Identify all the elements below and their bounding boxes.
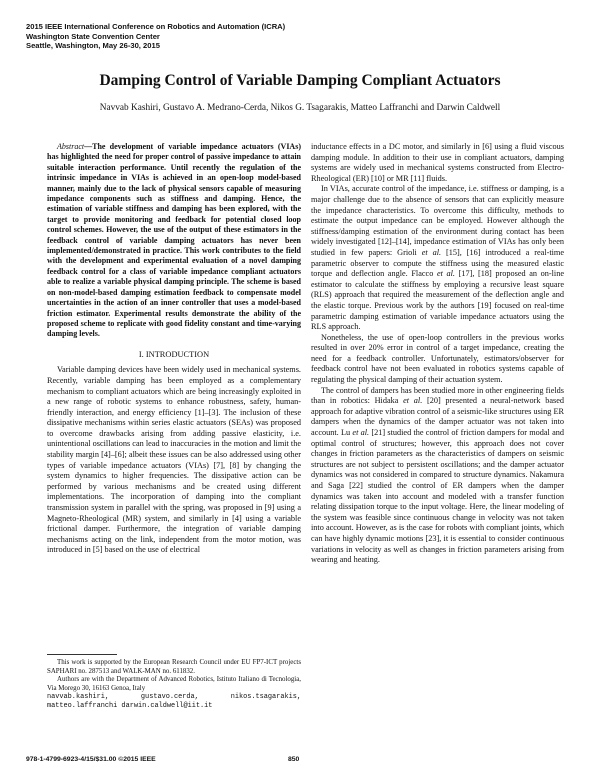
conference-name: 2015 IEEE International Conference on Robotics and Automation (ICRA) xyxy=(26,22,286,31)
right-column xyxy=(311,142,564,566)
et-al: et al. xyxy=(352,428,370,438)
left-column xyxy=(47,142,301,556)
et-al: et al. xyxy=(436,269,455,279)
abstract xyxy=(47,142,301,340)
text-run: [20] presented a neural-network based approach for adaptive vibration control of a seismic-like structures using ER dampers when the dynamics of the damper actuator was not taken into account. Lu xyxy=(311,396,564,438)
right-paragraph-3: Nonetheless, the use of open-loop controllers in the previous works resulted in over 20% error in control of a target impedance, creating the need for a feedback controller. Unfortunately, estimators/observer for feedback control have not been evaluated in robotics systems capable of regulating the physical damping of their actuation system. xyxy=(311,332,564,385)
footnote-support: This work is supported by the European Research Council under EU FP7-ICT projects SAPHARI no. 287513 and WALK-MAN no. 611832. xyxy=(47,659,301,675)
footnote-emails: navvab.kashiri, gustavo.cerda, nikos.tsagarakis, matteo.laffranchi darwin.caldwell@iit.it xyxy=(47,693,301,710)
paper-title: Damping Control of Variable Damping Compliant Actuators xyxy=(99,72,501,89)
text-run: [21] studied the control of friction dampers for modal and optimal control of structures; however, this approach does not cover changes in friction parameters as the characteristics of dampers on seismic structures are not subject to persistent oscillations; and the damper actuator dynamics was not considered in compared to structure dynamics. Nakamura and Saga [22] studied the control of ER dampers when the damper dynamics was taken into account and modeled with a transfer function relating dissipation torque to the input voltage. Here, the linear modeling of the system was feasible since continuous change in velocity was not taken into account. However, as is the case for robots with compliant joints, which can have highly dynamic motions [23], it is essential to consider continuous variations in velocity as well as changes in friction parameters arising from wearing and heating. xyxy=(311,428,564,565)
abstract-label: Abstract xyxy=(57,142,85,151)
abstract-text: —The development of variable impedance actuators (VIAs) has highlighted the need for proper control of passive impedance to attain suitable interaction performance. Until recently the regulation of the intrinsic impedance in VIAs is achieved in an open-loop model-based manner, mainly due to the lack of physical sensors capable of measuring impedance components such as stiffness and damping. Hence, the estimation of variable stiffness and damping has been explored, with the target to provide monitoring and feedback for potential closed loop control schemes. However, the use of the output of these estimators in the feedback control of variable damping actuators has never been implemented/demonstrated in practice. This work contributes to the field with the development and experimental evaluation of a novel damping feedback control for a class of variable impedance compliant actuators able to realize a variable physical damping principle. The scheme is based on non-model-based damping estimation feedback to compensate model uncertainties in the action of an inner controller that uses a model-based friction estimator. Experimental results demonstrate the ability of the proposed scheme to replicate with good fidelity constant and time-varying damping levels. xyxy=(47,142,301,339)
page-number: 850 xyxy=(288,756,300,763)
text-run: In VIAs, accurate control of the impedance, i.e. stiffness or damping, is a major challenge due to the absence of sensors that can explicitly measure the impedance characteristics. To overcome this difficulty, methods to estimate the output impedance can be employed. However although the stiffness/damping estimation of the environment during contact has been widely investigated [12]–[14], impedance estimation of VIAs has only been studied in few papers: Grioli xyxy=(311,184,564,257)
text-run: [17], [18] proposed an on-line estimator to calculate the stiffness by employing a recursive least square (RLS) approach that required the measurement of the deflection angle and the elastic torque. Previous work by the authors [19] focused on real-time parametric damping estimation of variable impedance actuators using the RLS approach. xyxy=(311,269,565,332)
right-paragraph-2 xyxy=(311,184,564,332)
right-paragraph-4 xyxy=(311,386,564,566)
text-run: [15], [16] introduced a real-time parametric observer to compute the stiffness using the measured elastic torque and deflection angle. Flacco xyxy=(311,247,564,279)
footnote-affiliation: Authors are with the Department of Advanced Robotics, Istituto Italiano di Tecnologia, Via Morego 30, 16163 Genoa, Italy xyxy=(47,676,301,692)
et-al: et al. xyxy=(421,247,442,257)
paper-authors: Navvab Kashiri, Gustavo A. Medrano-Cerda, Nikos G. Tsagarakis, Matteo Laffranchi and Darwin Caldwell xyxy=(99,103,501,113)
section-heading-introduction: I. INTRODUCTION xyxy=(138,349,210,359)
isbn-copyright: 978-1-4799-6923-4/15/$31.00 ©2015 IEEE xyxy=(26,756,156,763)
footnote-rule xyxy=(47,654,117,655)
text-run: The control of dampers has been studied more in other engineering fields than in robotics: Hidaka xyxy=(311,385,564,406)
conference-location-date: Seattle, Washington, May 26-30, 2015 xyxy=(26,41,160,51)
intro-paragraph: Variable damping devices have been widely used in mechanical systems. Recently, variable damping has been employed as a complementary mechanism to compliant actuators which are being increasingly exploited in a new range of robotic systems to enhance robustness, safety, human-friendly interaction, and energy efficiency [1]–[3]. The inclusion of these dissipative mechanisms within series elastic actuators (SEAs) was proposed to overcome drawbacks arising from adding passive elasticity, i.e. unintentional oscillations can lead to inaccuracies in the motion and limit the stability margin [4]–[6]; albeit these issues can be also addressed using other types of variable impedance actuators (VIAs) [7], [8] by changing the system dynamics to higher frequencies. The dissipative action can be performed by various mechanisms and be created using different implementations. The incorporation of damping into the compliant transmission system in parallel with the spring, was proposed in [9] using a Magneto-Rheological (MR) system, and similarly in [4] using a variable frictional damper. Furthermore, the integration of variable damping mechanisms acting on the link, independent from the motor motion, was introduced in [5] based on the use of electrical xyxy=(47,365,301,555)
conference-venue: Washington State Convention Center xyxy=(26,31,160,41)
right-paragraph-1: inductance effects in a DC motor, and similarly in [6] using a fluid viscous damping module. In addition to their use in compliant actuators, damping systems are widely used in mechanical systems constructed from Electro-Rheological (ER) [10] or MR [11] fluids. xyxy=(311,142,564,183)
footnote xyxy=(47,659,301,711)
et-al: et al. xyxy=(403,396,423,406)
conference-header xyxy=(26,22,285,51)
